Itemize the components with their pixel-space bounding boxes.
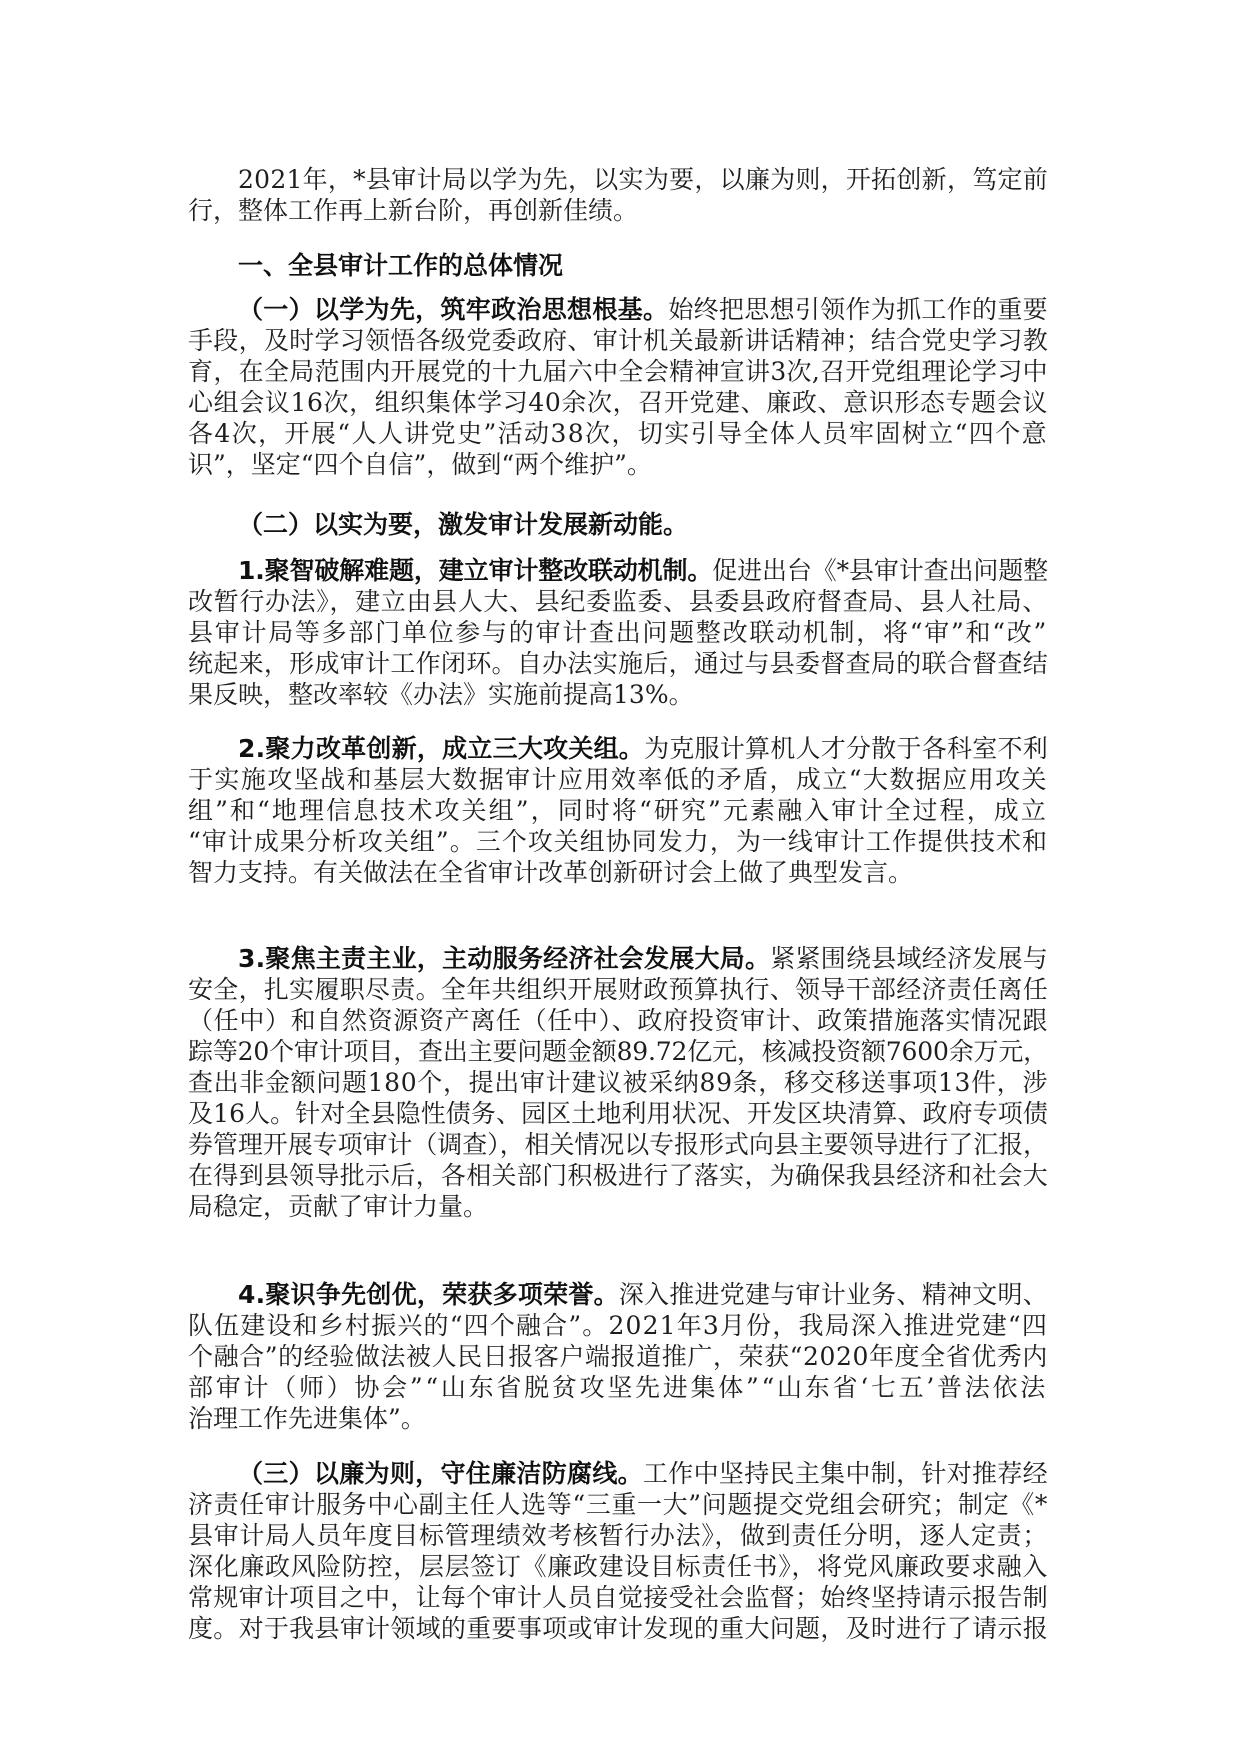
text-line [188, 795, 1048, 826]
body-text: 智力支持。有关做法在全省审计改革创新研讨会上做了典型发言。 [188, 858, 914, 887]
text-line [188, 1372, 1048, 1403]
section-heading-1 [188, 250, 1048, 281]
text-line [188, 586, 1048, 617]
bold-lead-in: 2.聚力改革创新，成立三大攻关组。 [238, 734, 645, 763]
text-line [188, 974, 1048, 1005]
text-line [188, 356, 1048, 387]
bold-lead-in: （一）以学为先，筑牢政治思想根基。 [238, 295, 669, 324]
body-text: 为克服计算机人才分散于各科室不利 [644, 734, 1048, 763]
text-line [188, 764, 1048, 795]
body-text: 始终把思想引领作为抓工作的重要 [668, 295, 1048, 324]
body-text: 深化廉政风险防控，层层签订《廉政建设目标责任书》，将党风廉政要求融入 [188, 1552, 1048, 1581]
text-line [188, 195, 1048, 226]
text-line [188, 857, 1048, 888]
body-text: 部审计（师）协会”“山东省脱贫攻坚先进集体”“山东省‘七五’普法依法 [188, 1373, 1048, 1402]
text-line [188, 1520, 1048, 1551]
bold-lead-in: 1.聚智破解难题，建立审计整改联动机制。 [238, 556, 713, 585]
heading-text: （二）以实为要，激发审计发展新动能。 [238, 510, 689, 539]
subsection-3-paragraph [188, 1458, 1048, 1644]
text-line [188, 648, 1048, 679]
subsection-2-heading [188, 509, 1048, 540]
text-line [188, 387, 1048, 418]
text-line [188, 449, 1048, 480]
text-line [188, 418, 1048, 449]
text-line [188, 1067, 1048, 1098]
body-text: 个融合”的经验做法被人民日报客户端报道推广，荣获“2020年度全省优秀内 [188, 1342, 1048, 1371]
body-text: 县审计局人员年度目标管理绩效考核暂行办法》，做到责任分明，逐人定责； [188, 1521, 1048, 1550]
text-line [188, 1036, 1048, 1067]
body-text: （任中）和自然资源资产离任（任中）、政府投资审计、政策措施落实情况跟 [188, 1006, 1048, 1035]
body-text: “审计成果分析攻关组”。三个攻关组协同发力，为一线审计工作提供技术和 [188, 827, 1048, 856]
body-text: 券管理开展专项审计（调查），相关情况以专报形式向县主要领导进行了汇报， [188, 1130, 1048, 1159]
item-3-paragraph [188, 943, 1048, 1222]
body-text: 育，在全局范围内开展党的十九届六中全会精神宣讲3次,召开党组理论学习中 [188, 357, 1048, 386]
text-line [188, 1129, 1048, 1160]
intro-paragraph [188, 164, 1048, 226]
text-line [188, 733, 1048, 764]
heading-text: 一、全县审计工作的总体情况 [238, 251, 564, 280]
body-text: 工作中坚持民主集中制，针对推荐经 [643, 1459, 1048, 1488]
body-text: 查出非金额问题180个，提出审计建议被采纳89条，移交移送事项13件，涉 [188, 1068, 1048, 1097]
body-text: 识”，坚定“四个自信”，做到“两个维护”。 [188, 450, 652, 479]
text-line [188, 164, 1048, 195]
text-line [188, 1582, 1048, 1613]
item-4-paragraph [188, 1279, 1048, 1434]
text-line [188, 1551, 1048, 1582]
body-text: 队伍建设和乡村振兴的“四个融合”。2021年3月份，我局深入推进党建“四 [188, 1311, 1048, 1340]
body-text: 县审计局等多部门单位参与的审计查出问题整改联动机制，将“审”和“改” [188, 618, 1048, 647]
body-text: 紧紧围绕县域经济发展与 [770, 944, 1048, 973]
text-line [188, 1191, 1048, 1222]
body-text: 深入推进党建与审计业务、精神文明、 [618, 1280, 1048, 1309]
text-line [188, 1310, 1048, 1341]
item-1-paragraph [188, 555, 1048, 710]
text-line [188, 1098, 1048, 1129]
body-text: 踪等20个审计项目，查出主要问题金额89.72亿元，核减投资额7600余万元， [188, 1037, 1048, 1066]
text-line [188, 1613, 1048, 1644]
body-text: 在得到县领导批示后，各相关部门积极进行了落实，为确保我县经济和社会大 [188, 1161, 1048, 1190]
text-line [188, 509, 1048, 540]
body-text: 各4次，开展“人人讲党史”活动38次，切实引导全体人员牢固树立“四个意 [188, 419, 1048, 448]
subsection-1-paragraph [188, 294, 1048, 480]
body-text: 手段，及时学习领悟各级党委政府、审计机关最新讲话精神；结合党史学习教 [188, 326, 1048, 355]
body-text: 治理工作先进集体”。 [188, 1404, 426, 1433]
item-2-paragraph [188, 733, 1048, 888]
body-text: 果反映，整改率较《办法》实施前提高13%。 [188, 680, 694, 709]
body-text: 度。对于我县审计领域的重要事项或审计发现的重大问题，及时进行了请示报 [188, 1614, 1048, 1643]
body-text: 及16人。针对全县隐性债务、园区土地利用状况、开发区块清算、政府专项债 [188, 1099, 1048, 1128]
bold-lead-in: （三）以廉为则，守住廉洁防腐线。 [238, 1459, 643, 1488]
text-line [188, 1403, 1048, 1434]
text-line [188, 943, 1048, 974]
body-text: 济责任审计服务中心副主任人选等“三重一大”问题提交党组会研究；制定《* [188, 1490, 1048, 1519]
body-text: 2021年，*县审计局以学为先，以实为要，以廉为则，开拓创新，笃定前 [238, 165, 1048, 194]
text-line [188, 1489, 1048, 1520]
text-line [188, 325, 1048, 356]
body-text: 行，整体工作再上新台阶，再创新佳绩。 [188, 196, 639, 225]
text-line [188, 826, 1048, 857]
text-line [188, 1160, 1048, 1191]
text-line [188, 1458, 1048, 1489]
text-line [188, 294, 1048, 325]
text-line [188, 555, 1048, 586]
text-line [188, 617, 1048, 648]
body-text: 局稳定，贡献了审计力量。 [188, 1192, 489, 1221]
body-text: 于实施攻坚战和基层大数据审计应用效率低的矛盾，成立“大数据应用攻关 [188, 765, 1048, 794]
text-line [188, 250, 1048, 281]
body-text: 组”和“地理信息技术攻关组”，同时将“研究”元素融入审计全过程，成立 [188, 796, 1048, 825]
body-text: 统起来，形成审计工作闭环。自办法实施后，通过与县委督查局的联合督查结 [188, 649, 1048, 678]
text-line [188, 679, 1048, 710]
body-text: 促进出台《*县审计查出问题整 [712, 556, 1048, 585]
body-text: 安全，扎实履职尽责。全年共组织开展财政预算执行、领导干部经济责任离任 [188, 975, 1048, 1004]
body-text: 改暂行办法》，建立由县人大、县纪委监委、县委县政府督查局、县人社局、 [188, 587, 1048, 616]
body-text: 心组会议16次，组织集体学习40余次，召开党建、廉政、意识形态专题会议 [188, 388, 1048, 417]
body-text: 常规审计项目之中，让每个审计人员自觉接受社会监督；始终坚持请示报告制 [188, 1583, 1048, 1612]
bold-lead-in: 4.聚识争先创优，荣获多项荣誉。 [238, 1280, 619, 1309]
text-line [188, 1279, 1048, 1310]
text-line [188, 1005, 1048, 1036]
bold-lead-in: 3.聚焦主责主业，主动服务经济社会发展大局。 [238, 944, 771, 973]
text-line [188, 1341, 1048, 1372]
